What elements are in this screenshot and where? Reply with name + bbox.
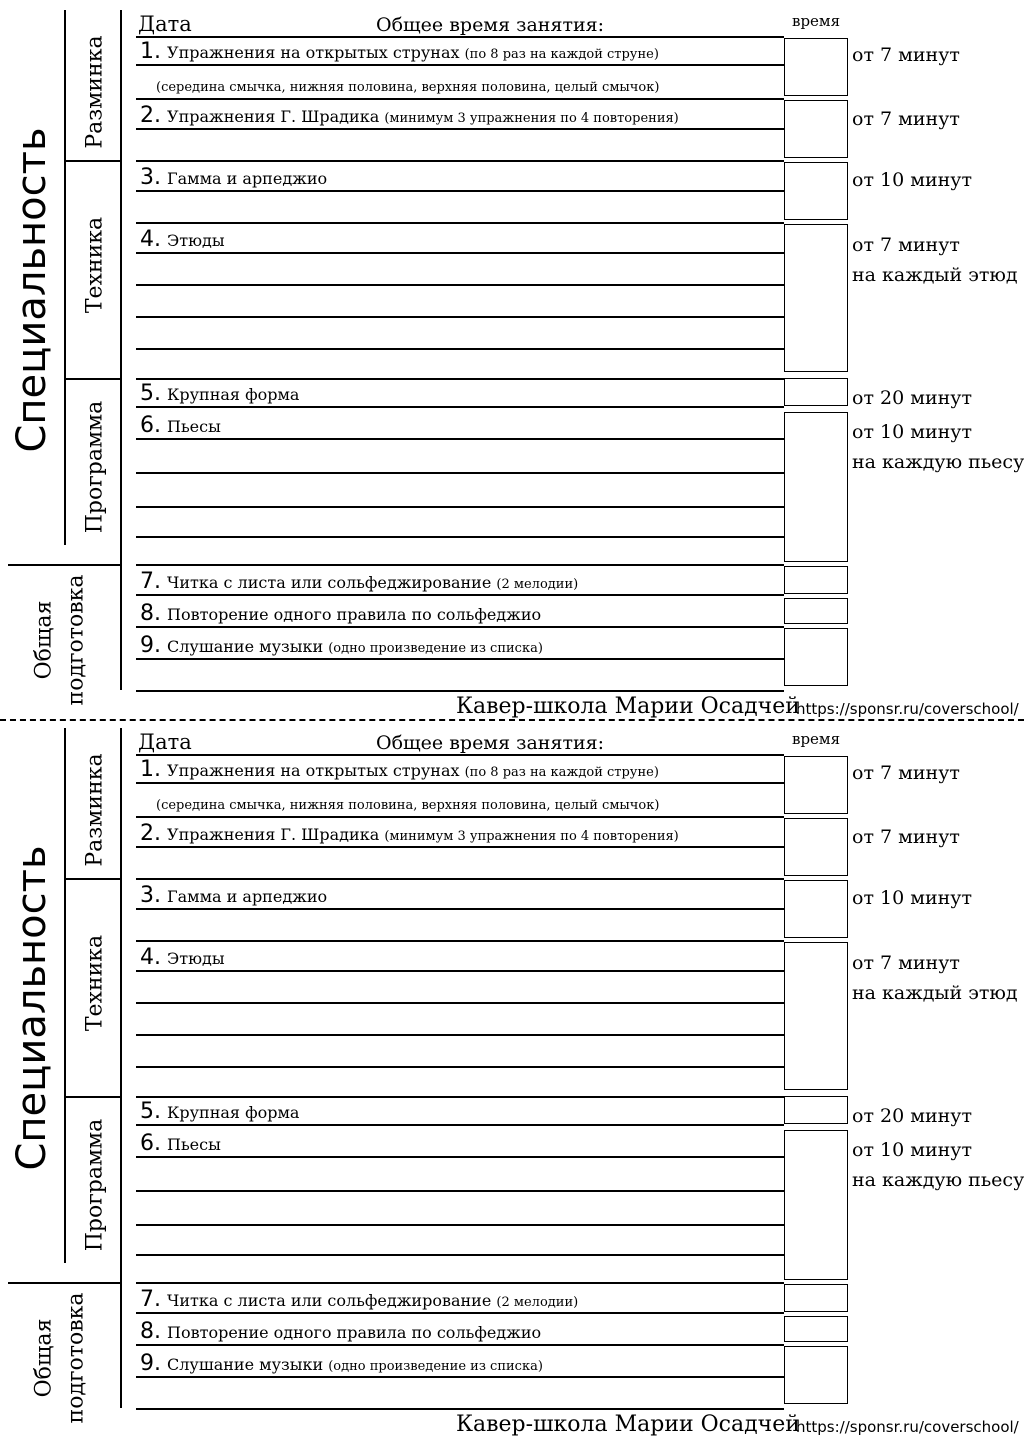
item-8: 8. Повторение одного правила по сольфеджио <box>140 601 542 626</box>
section-program-label: Программа <box>82 1118 108 1252</box>
speciality-bracket <box>64 10 66 545</box>
section-speciality-label: Специальность <box>9 845 55 1171</box>
time-note-warmup-2: от 7 минут <box>852 108 960 130</box>
footer-school-name: Кавер-школа Марии Осадчей <box>456 1412 800 1437</box>
item-2: 2. Упражнения Г. Шрадика (минимум 3 упражнения по 4 повторения) <box>140 821 679 846</box>
item-3: 3. Гамма и арпеджио <box>140 165 328 190</box>
time-column-label: время <box>792 730 841 748</box>
section-general-label-1: Общая <box>31 600 57 680</box>
item-3: 3. Гамма и арпеджио <box>140 883 328 908</box>
footer-url[interactable]: https://sponsr.ru/coverschool/ <box>796 700 1019 718</box>
section-warmup-label: Разминка <box>82 753 108 867</box>
time-note-warmup-1: от 7 минут <box>852 44 960 66</box>
time-note-warmup-2: от 7 минут <box>852 826 960 848</box>
bracket-divider <box>66 1096 120 1098</box>
item-5: 5. Крупная форма <box>140 1099 300 1124</box>
time-box-1[interactable] <box>784 756 848 814</box>
item-5: 5. Крупная форма <box>140 381 300 406</box>
time-box-1[interactable] <box>784 38 848 96</box>
section-program-label: Программа <box>82 400 108 534</box>
time-box-7[interactable] <box>784 1284 848 1312</box>
item-1: 1. Упражнения на открытых струнах (по 8 раз на каждой струне) <box>140 757 659 782</box>
time-box-5[interactable] <box>784 378 848 406</box>
time-note-pieces-1: от 10 минут <box>852 421 973 443</box>
time-column-label: время <box>792 12 841 30</box>
total-time-label: Общее время занятия: <box>376 14 605 36</box>
time-box-9[interactable] <box>784 1346 848 1404</box>
section-general-label-1: Общая <box>31 1318 57 1398</box>
time-note-large-form: от 20 минут <box>852 387 973 409</box>
time-box-4[interactable] <box>784 224 848 372</box>
time-note-warmup-1: от 7 минут <box>852 762 960 784</box>
item-1-subtext: (середина смычка, нижняя половина, верхняя половина, целый смычок) <box>156 80 660 95</box>
item-1-subtext: (середина смычка, нижняя половина, верхняя половина, целый смычок) <box>156 798 660 813</box>
time-note-scales: от 10 минут <box>852 887 973 909</box>
time-box-3[interactable] <box>784 880 848 938</box>
item-4: 4. Этюды <box>140 227 225 252</box>
item-7: 7. Читка с листа или сольфеджирование (2 мелодии) <box>140 569 579 594</box>
time-note-scales: от 10 минут <box>852 169 973 191</box>
footer-school-name: Кавер-школа Марии Осадчей <box>456 694 800 719</box>
time-note-etudes-2: на каждый этюд <box>852 264 1018 286</box>
time-box-8[interactable] <box>784 1316 848 1342</box>
footer-url[interactable]: https://sponsr.ru/coverschool/ <box>796 1418 1019 1436</box>
time-box-2[interactable] <box>784 100 848 158</box>
time-box-9[interactable] <box>784 628 848 686</box>
date-label: Дата <box>138 730 192 754</box>
bracket-divider <box>66 160 120 162</box>
time-note-large-form: от 20 минут <box>852 1105 973 1127</box>
bracket-divider <box>66 878 120 880</box>
total-time-label: Общее время занятия: <box>376 732 605 754</box>
time-box-6[interactable] <box>784 412 848 562</box>
section-warmup-label: Разминка <box>82 35 108 149</box>
item-6: 6. Пьесы <box>140 1131 221 1156</box>
time-box-7[interactable] <box>784 566 848 594</box>
time-note-etudes-1: от 7 минут <box>852 952 960 974</box>
time-box-3[interactable] <box>784 162 848 220</box>
section-technique-label: Техника <box>82 216 108 314</box>
time-note-pieces-1: от 10 минут <box>852 1139 973 1161</box>
item-1: 1. Упражнения на открытых струнах (по 8 раз на каждой струне) <box>140 39 659 64</box>
time-box-8[interactable] <box>784 598 848 624</box>
bracket-divider <box>8 564 120 566</box>
section-technique-label: Техника <box>82 934 108 1032</box>
item-4: 4. Этюды <box>140 945 225 970</box>
section-general-label-2: подготовка <box>63 1292 89 1424</box>
item-7: 7. Читка с листа или сольфеджирование (2 мелодии) <box>140 1287 579 1312</box>
bracket-divider <box>66 378 120 380</box>
sections-border <box>120 728 122 1408</box>
time-box-4[interactable] <box>784 942 848 1090</box>
speciality-bracket <box>64 728 66 1263</box>
time-box-2[interactable] <box>784 818 848 876</box>
time-box-6[interactable] <box>784 1130 848 1280</box>
item-6: 6. Пьесы <box>140 413 221 438</box>
item-8: 8. Повторение одного правила по сольфеджио <box>140 1319 542 1344</box>
time-box-5[interactable] <box>784 1096 848 1124</box>
section-speciality-label: Специальность <box>9 127 55 453</box>
date-label: Дата <box>138 12 192 36</box>
item-9: 9. Слушание музыки (одно произведение из списка) <box>140 633 543 658</box>
section-general-label-2: подготовка <box>63 574 89 706</box>
sections-border <box>120 10 122 690</box>
bracket-divider <box>8 1282 120 1284</box>
time-note-pieces-2: на каждую пьесу <box>852 451 1024 473</box>
practice-sheet-1 <box>0 0 1024 720</box>
time-note-etudes-1: от 7 минут <box>852 234 960 256</box>
item-9: 9. Слушание музыки (одно произведение из списка) <box>140 1351 543 1376</box>
time-note-pieces-2: на каждую пьесу <box>852 1169 1024 1191</box>
practice-sheet-2 <box>0 718 1024 1438</box>
time-note-etudes-2: на каждый этюд <box>852 982 1018 1004</box>
item-2: 2. Упражнения Г. Шрадика (минимум 3 упражнения по 4 повторения) <box>140 103 679 128</box>
